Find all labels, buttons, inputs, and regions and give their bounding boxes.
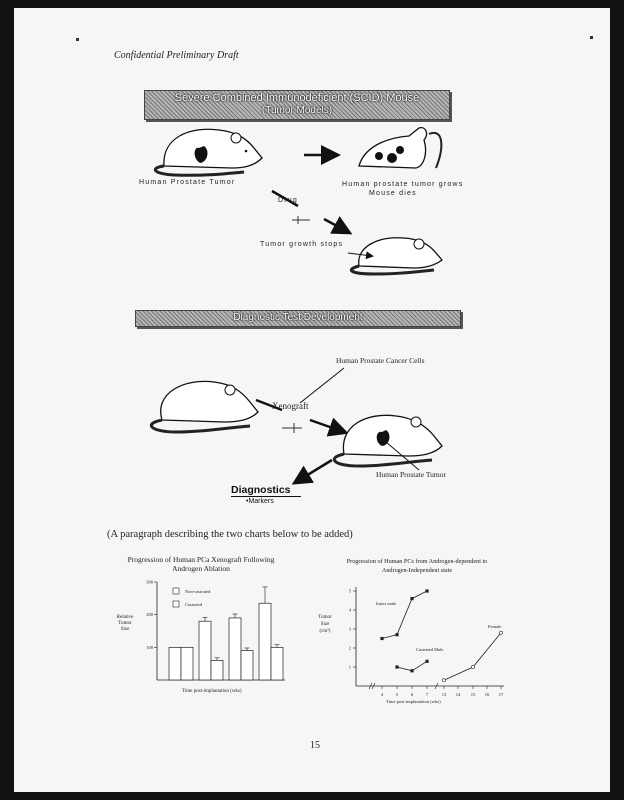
chart2-ylabel-line1: Tumor <box>318 615 332 620</box>
chart2-x-tick-label: 7 <box>425 692 429 697</box>
chart2-xlabel: Time post-implantation (wks) <box>386 699 441 704</box>
draft-note: Confidential Preliminary Draft <box>114 50 239 61</box>
chart2-series-label: Intact male <box>376 601 397 606</box>
chart2-series-label: Female <box>488 624 502 629</box>
scid-banner-line2: (Tumor Models) <box>261 105 333 116</box>
label-human-prostate-tumor: Human Prostate Tumor <box>139 179 236 186</box>
mouse-with-tumor <box>155 129 262 175</box>
diagnostics-title: Diagnostics <box>231 484 301 497</box>
host-mouse <box>151 381 258 432</box>
chart1-bar <box>169 647 181 680</box>
chart1-ylabel-line1: Relative <box>116 615 134 620</box>
label-tumor-growth-stops: Tumor growth stops <box>260 241 344 248</box>
scid-banner-line1: Severe Combined Immunodeficient (SCID) Mouse <box>174 92 420 104</box>
chart1-bar <box>271 647 283 680</box>
label-human-prostate-tumor-2: Human Prostate Tumor <box>376 470 447 479</box>
chart1-bar <box>181 647 193 680</box>
chart2-x-tick-label: 5 <box>395 692 399 697</box>
tumor-model-illustration <box>14 8 610 528</box>
chart2-point <box>471 665 474 668</box>
chart1-bar <box>241 651 253 680</box>
chart2-y-tick-label: 3 <box>348 626 351 632</box>
document-page <box>14 8 610 792</box>
chart2-x-tick-label: 16 <box>484 692 490 697</box>
label-tumor-grows: Human prostate tumor grows <box>342 181 464 188</box>
label-mouse-dies: Mouse dies <box>369 190 417 197</box>
chart2-point <box>499 631 502 634</box>
chart2-title-line1: Progression of Human PCs from Androgen-dependent to <box>346 558 488 565</box>
chart1-legend-swatch <box>173 588 179 594</box>
chart2-x-tick-label: 13 <box>441 692 447 697</box>
chart2-point <box>442 679 445 682</box>
chart1-ylabel-line3: Size <box>120 627 130 632</box>
page-number: 15 <box>310 740 320 751</box>
label-cancer-cells: Human Prostate Cancer Cells <box>336 356 425 365</box>
chart1-y-tick-label: 100 <box>146 644 153 650</box>
diagnostics-item: •Markers <box>246 498 274 505</box>
chart2-x-tick-label: 15 <box>470 692 476 697</box>
chart2-series-label: Castrated Male <box>416 647 444 652</box>
chart1-y-tick-label: 200 <box>146 612 153 618</box>
chart2-x-tick-label: 4 <box>380 692 384 697</box>
chart2-ylabel-line3: (cm³) <box>319 629 331 634</box>
chart2-x-tick-label: 14 <box>455 692 461 697</box>
chart2-point <box>380 637 383 640</box>
xenograft-mouse <box>334 415 442 466</box>
chart1-y-tick-label: 300 <box>146 579 153 585</box>
chart2-y-tick-label: 4 <box>348 607 351 613</box>
chart2-ylabel <box>314 614 336 635</box>
chart2-x-tick-label: 6 <box>410 692 414 697</box>
chart2-line-chart <box>336 580 512 698</box>
chart1-title-line1: Progression of Human PCa Xenograft Following <box>127 555 275 564</box>
chart1-bar <box>259 603 271 680</box>
chart2-point <box>410 669 413 672</box>
diagnostic-banner <box>135 310 461 327</box>
chart2-title-line2: Androgen-Independent state <box>381 567 453 574</box>
label-xenograft: Xenograft <box>272 401 309 411</box>
chart2-point <box>410 597 413 600</box>
chart1-legend-label: Non-castrated <box>185 589 211 594</box>
chart1-bar <box>229 618 241 680</box>
chart2-y-tick-label: 5 <box>348 588 351 594</box>
chart1-bar-chart <box>129 576 289 688</box>
chart2-point <box>395 633 398 636</box>
chart1-bar <box>211 660 223 680</box>
chart2-series-line <box>382 591 427 639</box>
chart2-point <box>425 589 428 592</box>
chart2-x-tick-label: 17 <box>498 692 504 697</box>
chart1-bar <box>199 621 211 680</box>
chart2-ylabel-line2: Size <box>320 622 330 627</box>
chart2-y-tick-label: 1 <box>348 664 351 670</box>
paragraph-placeholder: (A paragraph describing the two charts below to be added) <box>107 529 353 540</box>
treated-mouse <box>351 238 442 274</box>
chart1-legend-swatch <box>173 601 179 607</box>
chart1-xlabel: Time post-implantation (wks) <box>182 689 242 694</box>
pointer-line <box>300 368 344 403</box>
label-drug: Drug <box>278 197 298 204</box>
diagnostic-banner-text: Diagnostic Test Development <box>233 312 363 323</box>
chart1-ylabel-line2: Tumor <box>118 621 132 626</box>
chart2-point <box>425 660 428 663</box>
chart2-series-line <box>444 633 501 681</box>
chart2-point <box>395 665 398 668</box>
chart1-legend-label: Castrated <box>185 602 202 607</box>
chart2-y-tick-label: 2 <box>348 645 351 651</box>
chart1-title-line2: Androgen Ablation <box>172 564 230 573</box>
dying-mouse <box>359 128 441 168</box>
